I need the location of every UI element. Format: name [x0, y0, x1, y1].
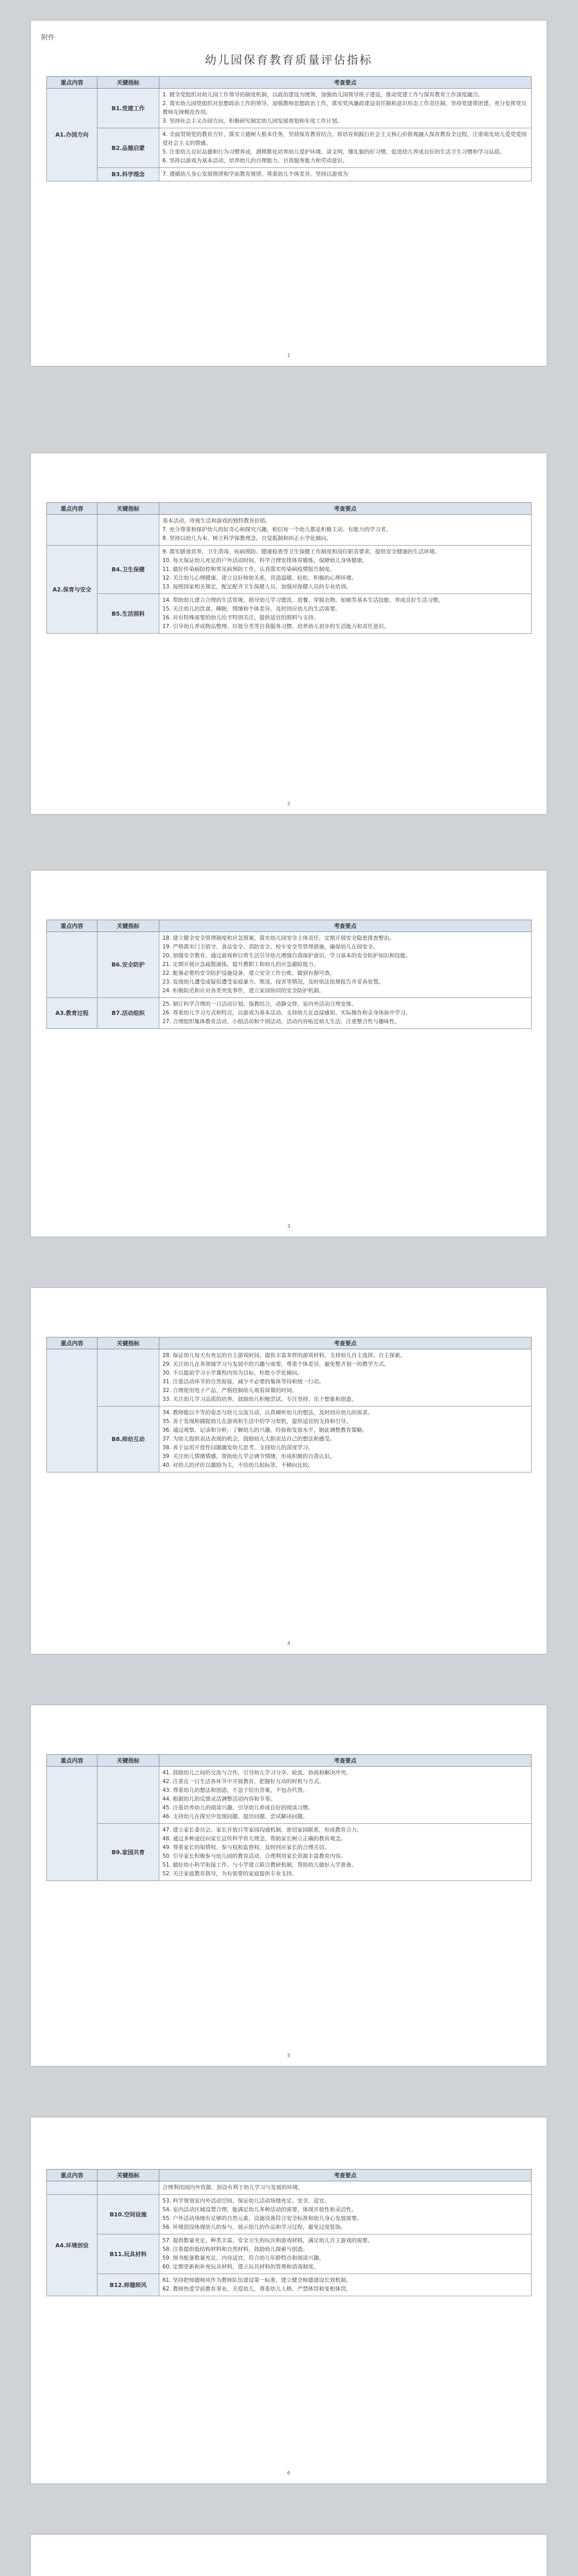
requirement-item: 3. 坚持社会主义办园方向，积极研究制定幼儿园发展规划和年度工作计划。 [162, 118, 343, 124]
requirements-cell [159, 546, 532, 594]
requirements-cell [159, 1406, 532, 1472]
requirement-item: 7. 充分尊重和保护幼儿的好奇心和探究兴趣，相信每一个幼儿都是积极主动、有能力的学习者。 [162, 527, 391, 533]
table-header-row [47, 503, 532, 515]
requirement-item: 37. 为幼儿提供表达表现的机会，鼓励幼儿大胆表达自己的想法和感受。 [162, 1436, 336, 1442]
requirement-item: 17. 引导幼儿养成物品整理、垃圾分类等自我服务习惯，培养幼儿初步的生活能力和责任意识。 [162, 623, 390, 630]
document-page-2 [31, 453, 547, 814]
table-header-row [47, 1755, 532, 1767]
page-number: 6 [287, 2470, 291, 2476]
requirement-item: 42. 注重在一日生活各环节中开展教育，把握好互动的时机与方式。 [162, 1778, 325, 1785]
table-header-row [47, 77, 532, 89]
header-area: 重点内容 [47, 1337, 97, 1349]
requirement-item: 19. 严格落实门卫值守、食品安全、消防安全、校车安全等管理措施，确保幼儿在园安全。 [162, 944, 379, 950]
requirement-item: 53. 科学规划室内外活动空间，保证幼儿活动场地充足、安全、适宜。 [162, 2198, 330, 2204]
table-row [47, 1767, 532, 1824]
requirement-item: 39. 关注幼儿情绪情感，帮助幼儿学会调节情绪，形成积极的自我认识。 [162, 1453, 336, 1460]
header-indicator: 关键指标 [97, 920, 159, 932]
requirement-item: 50. 引导家长积极参与幼儿园的教育活动，合理利用家长资源丰富教育内容。 [162, 1853, 346, 1859]
requirement-item: 25. 制订科学合理的一日活动计划，保教结合，动静交替，室内外活动合理安排。 [162, 1001, 357, 1007]
requirements-cell [159, 1349, 532, 1406]
document-page-7 [31, 2535, 547, 2576]
indicator-cell: B3.科学理念 [97, 168, 159, 181]
header-indicator: 关键指标 [97, 1755, 159, 1767]
header-indicator: 关键指标 [97, 1337, 159, 1349]
requirement-item: 41. 鼓励幼儿之间的交流与合作，引导幼儿学习分享、轮流、协商和解决冲突。 [162, 1770, 352, 1776]
table-row [47, 998, 532, 1029]
table-row [47, 1824, 532, 1881]
indicator-cell [97, 1767, 159, 1824]
header-requirements: 考查要点 [159, 1755, 532, 1767]
table-row [47, 546, 532, 594]
requirement-item: 6. 坚持以游戏为基本活动，培养幼儿的自理能力、自我服务能力和劳动意识。 [162, 158, 348, 164]
requirements-cell [159, 128, 532, 168]
requirement-item: 26. 尊重幼儿学习方式和特点，以游戏为基本活动，支持幼儿在直接感知、实际操作和亲身体验中学习。 [162, 1010, 411, 1016]
table-row [47, 128, 532, 168]
requirement-item: 4. 全面贯彻党的教育方针，落实立德树人根本任务，坚持保育教育结合，将培育和践行社会主义核心价值观融入保育教育全过程，注重萌发幼儿爱党爱国爱社会主义的情感。 [162, 131, 527, 146]
table-row [47, 2274, 532, 2296]
requirements-cell [159, 1767, 532, 1824]
indicator-table [46, 502, 532, 634]
requirement-item: 11. 做好传染病防控和常见病预防工作，认真落实传染病疫情报告制度。 [162, 566, 336, 572]
requirement-item: 29. 关注幼儿在各领域学习与发展中的兴趣与需要，尊重个体差异，避免整齐划一的教学方式。 [162, 1361, 390, 1367]
table-row [47, 2195, 532, 2234]
indicator-cell: B6.安全防护 [97, 932, 159, 998]
requirement-item: 16. 对有特殊需要的幼儿给予特别关注，提供适宜的照料与支持。 [162, 615, 319, 621]
table-row [47, 1349, 532, 1406]
area-cell: A3.教育过程 [47, 998, 97, 1029]
document-page-1 [31, 21, 547, 366]
requirement-item: 61. 坚持把师德师风作为教师队伍建设第一标准，建立健全师德建设长效机制。 [162, 2277, 352, 2283]
requirement-item: 9. 落实膳食营养、卫生消毒、疾病预防、健康检查等卫生保健工作制度和岗位职责要求，提供安全健康的生活环境。 [162, 549, 440, 555]
requirements-cell [159, 89, 532, 128]
requirement-item: 1. 健全党组织对幼儿园工作领导的制度机制，以政治建设为统领，加强幼儿园领导班子建设，推动党建工作与保育教育工作深度融合。 [162, 92, 484, 98]
page-number: 2 [287, 801, 291, 807]
requirements-cell [159, 168, 532, 181]
requirement-item: 22. 配备必要的安全防护设施设备，建立安全工作台账，做到有据可查。 [162, 970, 336, 976]
requirement-item: 48. 通过多种途径向家长宣传科学育儿理念，帮助家长树立正确的教育观念。 [162, 1836, 346, 1842]
header-area: 重点内容 [47, 920, 97, 932]
header-indicator: 关键指标 [97, 503, 159, 515]
requirement-item: 58. 注重提供低结构材料和自然材料，鼓励幼儿探索与创造。 [162, 2246, 308, 2252]
requirement-item: 24. 积极防范和应对各类突发事件，建立家园协同的安全防护机制。 [162, 988, 325, 994]
requirement-item: 13. 按照国家相关规定，配足配齐卫生保健人员，加强对保健人员的专业培训。 [162, 584, 352, 590]
requirement-item: 62. 教师热爱学前教育事业，关爱幼儿，尊重幼儿人格，严禁体罚和变相体罚。 [162, 2286, 352, 2292]
requirement-item: 46. 支持幼儿在探究中发现问题、提出问题、尝试解决问题。 [162, 1814, 308, 1820]
indicator-table [46, 920, 532, 1029]
requirement-item: 21. 定期开展应急疏散演练，提升教职工和幼儿的应急避险能力。 [162, 961, 319, 968]
requirement-item: 52. 关注家庭教育指导，为有需要的家庭提供专业支持。 [162, 1871, 298, 1877]
requirement-item: 合理利用园内外资源，创设有利于幼儿学习与发展的环境。 [162, 2184, 303, 2191]
requirements-cell [159, 2195, 532, 2234]
indicator-cell [97, 2181, 159, 2195]
table-row [47, 2181, 532, 2195]
requirements-cell [159, 998, 532, 1029]
requirement-item: 34. 教师能以平等的姿态与幼儿交流互动，认真倾听幼儿的想法，及时回应幼儿的需求。 [162, 1410, 373, 1416]
header-area: 重点内容 [47, 77, 97, 89]
requirement-item: 15. 关注幼儿的饮食、睡眠、情绪和个体差异，及时回应幼儿的生活需要。 [162, 606, 341, 612]
page-number: 4 [287, 1641, 291, 1647]
indicator-cell: B5.生活照料 [97, 594, 159, 634]
requirement-item: 8. 坚持以幼儿为本，树立科学保教理念，自觉抵制和纠正小学化倾向。 [162, 535, 332, 541]
page-number: 5 [287, 2053, 291, 2059]
area-cell [47, 1767, 97, 1881]
area-cell: A1.办园方向 [47, 89, 97, 181]
requirement-item: 59. 图书配备数量充足、内容适宜，符合幼儿年龄特点和阅读兴趣。 [162, 2255, 325, 2261]
requirement-item: 38. 善于运用开放性问题激发幼儿思考，支持幼儿的深度学习。 [162, 1445, 314, 1451]
requirement-item: 43. 尊重幼儿的想法和创造，不急于给出答案，不包办代替。 [162, 1787, 308, 1793]
area-cell [47, 1349, 97, 1472]
requirement-item: 20. 加强安全教育，通过游戏和日常生活引导幼儿增强自我保护意识，学习基本的安全防护知识和技能。 [162, 953, 411, 959]
page-number: 1 [287, 353, 291, 359]
document-page-4 [31, 1288, 547, 1654]
indicator-table [46, 1337, 532, 1472]
table-header-row [47, 1337, 532, 1349]
indicator-cell: B8.师幼互动 [97, 1406, 159, 1472]
indicator-table [46, 2169, 532, 2296]
requirement-item: 23. 发现幼儿遭受或疑似遭受家庭暴力、欺凌、侵害等情况，及时依法依规报告并妥善处置。 [162, 979, 384, 985]
requirement-item: 31. 注重活动环节的自然衔接，减少不必要的集体等待和统一行动。 [162, 1379, 325, 1385]
requirement-item: 14. 帮助幼儿建立合理的生活常规，指导幼儿学习盥洗、进餐、穿脱衣物、如厕等基本生活技能，养成良好生活习惯。 [162, 597, 444, 603]
area-cell [47, 2181, 97, 2195]
table-header-row [47, 920, 532, 932]
indicator-cell [97, 515, 159, 546]
requirements-cell [159, 2274, 532, 2296]
requirement-item: 54. 室内活动区域设置合理，能满足幼儿多种活动的需要，体现开放性和灵活性。 [162, 2207, 357, 2213]
annex-label: 附件 [41, 34, 55, 42]
indicator-cell: B7.活动组织 [97, 998, 159, 1029]
table-row [47, 1406, 532, 1472]
table-row [47, 932, 532, 998]
header-requirements: 考查要点 [159, 77, 532, 89]
indicator-table [46, 1754, 532, 1881]
requirement-item: 32. 合理使用电子产品，严格控制幼儿观看屏幕的时间。 [162, 1387, 298, 1394]
header-area: 重点内容 [47, 503, 97, 515]
requirement-item: 56. 环境创设体现幼儿的参与，展示幼儿的作品和学习过程，避免过度装饰。 [162, 2224, 346, 2230]
requirement-item: 12. 关注幼儿心理健康，建立良好师幼关系，营造温暖、轻松、积极的心理环境。 [162, 575, 357, 581]
document-title: 幼儿园保育教育质量评估指标 [205, 54, 373, 67]
area-cell: A4.环境创设 [47, 2195, 97, 2296]
indicator-cell: B4.卫生保健 [97, 546, 159, 594]
requirements-cell [159, 515, 532, 546]
requirement-item: 33. 关注幼儿学习品质的培养，鼓励幼儿积极尝试、专注坚持、乐于想象和创造。 [162, 1396, 357, 1402]
requirement-item: 7. 遵循幼儿身心发展规律和学前教育规律，尊重幼儿个体差异，坚持以游戏为 [162, 171, 348, 177]
requirement-item: 36. 通过观察、记录和分析，了解幼儿的兴趣、经验和发展水平，据此调整教育策略。 [162, 1427, 368, 1433]
requirement-item: 60. 定期更新和补充玩具材料，建立玩具材料的管理和消毒制度。 [162, 2264, 319, 2270]
table-row [47, 2234, 532, 2274]
requirements-cell [159, 1824, 532, 1881]
requirements-cell [159, 932, 532, 998]
requirements-cell [159, 2234, 532, 2274]
requirement-item: 30. 不以提前学习小学课程内容为目标，杜绝小学化倾向。 [162, 1370, 303, 1376]
requirement-item: 18. 建立健全安全管理制度和应急预案，落实幼儿园安全主体责任，定期开展安全隐患排查整治。 [162, 935, 395, 941]
header-indicator: 关键指标 [97, 2170, 159, 2181]
document-page-6 [31, 2117, 547, 2483]
requirement-item: 28. 保证幼儿每天有充足的自主游戏时间，提供丰富多样的游戏材料，支持幼儿自主选择、自主探索。 [162, 1352, 406, 1359]
table-header-row [47, 2170, 532, 2181]
area-cell [47, 515, 97, 546]
requirement-item: 10. 每天保证幼儿充足的户外活动时间，科学合理安排体育锻炼，保障幼儿身体健康。 [162, 557, 368, 564]
table-row [47, 89, 532, 128]
requirement-item: 57. 提供数量充足、种类丰富、安全卫生的玩具和游戏材料，满足幼儿自主游戏的需要。 [162, 2238, 373, 2244]
indicator-cell: B2.品德启蒙 [97, 128, 159, 168]
header-requirements: 考查要点 [159, 2170, 532, 2181]
page-number: 3 [287, 1224, 291, 1229]
requirement-item: 35. 善于发现和捕捉幼儿在游戏和生活中的学习契机，提供适宜的支持和引导。 [162, 1418, 352, 1425]
requirement-item: 40. 对幼儿的评价以激励为主，不给幼儿贴标签，不横向比较。 [162, 1462, 314, 1468]
document-page-5 [31, 1705, 547, 2066]
header-area: 重点内容 [47, 1755, 97, 1767]
table-row [47, 168, 532, 181]
requirement-item: 27. 合理组织集体教育活动、小组活动和个别活动，活动内容贴近幼儿生活，注重整合性与趣味性。 [162, 1019, 401, 1025]
requirements-cell [159, 2181, 532, 2195]
header-requirements: 考查要点 [159, 1337, 532, 1349]
table-row [47, 594, 532, 634]
document-page-3 [31, 871, 547, 1236]
area-cell [47, 932, 97, 998]
header-area: 重点内容 [47, 2170, 97, 2181]
requirement-item: 49. 尊重家长的知情权、参与权和监督权，及时回应家长的合理关切。 [162, 1844, 330, 1851]
indicator-cell: B12.师德师风 [97, 2274, 159, 2296]
requirement-item: 基本活动，珍视生活和游戏的独特教育价值。 [162, 518, 271, 524]
table-row [47, 515, 532, 546]
requirement-item: 45. 注重培养幼儿的阅读兴趣，引导幼儿养成良好的阅读习惯。 [162, 1805, 314, 1811]
header-indicator: 关键指标 [97, 77, 159, 89]
indicator-cell: B1.党建工作 [97, 89, 159, 128]
requirement-item: 5. 注重幼儿良好品德和行为习惯养成，潜移默化培养幼儿爱护环境、讲文明、懂礼貌的好习惯，促进幼儿养成良好的生活卫生习惯和学习品质。 [162, 149, 505, 155]
indicator-cell: B11.玩具材料 [97, 2234, 159, 2274]
area-cell: A2.保育与安全 [47, 546, 97, 634]
indicator-table [46, 76, 532, 181]
requirements-cell [159, 594, 532, 634]
header-requirements: 考查要点 [159, 503, 532, 515]
requirement-item: 51. 做好幼小科学衔接工作，与小学建立联合教研机制，帮助幼儿做好入学准备。 [162, 1862, 357, 1868]
header-requirements: 考查要点 [159, 920, 532, 932]
requirement-item: 2. 落实幼儿园党组织对思想政治工作的领导，加强教师思想政治工作，落实党风廉政建设责任制和意识形态工作责任制，坚持党建带团建，充分发挥党员教师先锋模范作用。 [162, 100, 527, 115]
indicator-cell: B10.空间设施 [97, 2195, 159, 2234]
requirement-item: 47. 建立家长委员会、家长开放日等家园沟通机制，密切家园联系，形成教育合力。 [162, 1827, 362, 1833]
indicator-cell: B9.家园共育 [97, 1824, 159, 1881]
indicator-cell [97, 1349, 159, 1406]
requirement-item: 55. 户外活动场地有足够的自然元素，设施设备符合安全标准和幼儿身心发展需要。 [162, 2215, 362, 2222]
requirement-item: 44. 根据幼儿的反馈灵活调整活动内容和节奏。 [162, 1796, 276, 1802]
